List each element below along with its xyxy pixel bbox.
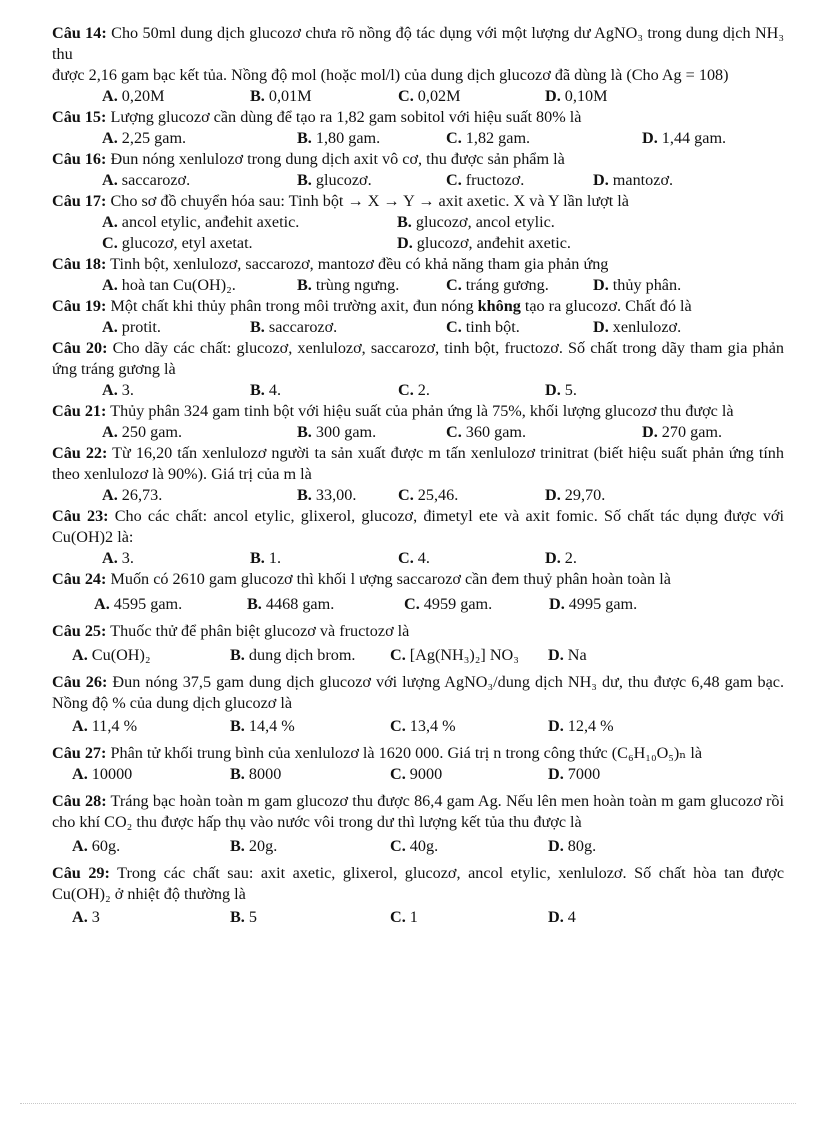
stem-text: Phân tử khối trung bình của xenlulozơ là 1620 000. Giá trị n trong công thức (C₆H₁₀O₅)ₙ là — [106, 744, 703, 762]
question-stem — [52, 401, 784, 422]
option-c[interactable]: C. 1 — [390, 908, 418, 926]
question-29 — [52, 863, 784, 928]
option-a[interactable]: A. 11,4 % — [72, 717, 138, 735]
option-c[interactable]: C. 1,82 gam. — [446, 129, 531, 147]
question-14 — [52, 23, 784, 107]
question-stem — [52, 23, 784, 65]
option-d[interactable]: D. 0,10M — [545, 87, 608, 105]
option-d[interactable]: D. 1,44 gam. — [642, 129, 727, 147]
question-stem — [52, 791, 784, 833]
question-20 — [52, 338, 784, 401]
question-stem — [52, 672, 784, 714]
question-number: Câu 28: — [52, 792, 107, 810]
option-a[interactable]: A. protit. — [102, 318, 161, 336]
option-a[interactable]: A. 3 — [72, 908, 100, 926]
question-stem — [52, 191, 784, 212]
question-number: Câu 21: — [52, 402, 107, 420]
option-d[interactable]: D. 4 — [548, 908, 576, 926]
footer-dotted-rule — [20, 1103, 796, 1104]
option-c[interactable]: C. 4. — [398, 549, 430, 567]
question-21 — [52, 401, 784, 443]
question-number: Câu 26: — [52, 673, 108, 691]
question-stem — [52, 506, 784, 548]
stem-text: Cho các chất: ancol etylic, glixerol, glucozơ, đimetyl ete và axit fomic. Số chất tác dụng được với Cu(OH)2 là: — [52, 507, 784, 546]
answer-options — [52, 594, 784, 615]
stem-text: Đun nóng xenlulozơ trong dung dịch axit vô cơ, thu được sản phẩm là — [106, 150, 565, 168]
option-b[interactable]: B. 4468 gam. — [247, 595, 335, 613]
option-c[interactable]: C. glucozơ, etyl axetat. — [102, 234, 253, 252]
question-stem — [52, 621, 784, 642]
stem-text: Lượng glucozơ cần dùng để tạo ra 1,82 gam sobitol với hiệu suất 80% là — [106, 108, 582, 126]
option-d[interactable]: D. Na — [548, 646, 587, 664]
question-stem — [52, 338, 784, 380]
question-sheet — [52, 23, 784, 928]
answer-options — [52, 836, 784, 857]
question-number: Câu 17: — [52, 192, 107, 210]
option-b[interactable]: B. glucozơ. — [297, 171, 372, 189]
answer-options — [52, 764, 784, 785]
question-16 — [52, 149, 784, 191]
option-d[interactable]: D. 80g. — [548, 837, 597, 855]
option-c[interactable]: C. 4959 gam. — [404, 595, 493, 613]
question-stem — [52, 863, 784, 905]
answer-options — [52, 317, 784, 338]
option-a[interactable]: A. 2,25 gam. — [102, 129, 187, 147]
option-b[interactable]: B. 8000 — [230, 765, 282, 783]
question-number: Câu 14: — [52, 24, 107, 42]
stem-text: Thuốc thử để phân biệt glucozơ và fructozơ là — [106, 622, 410, 640]
stem-text: Cho dãy các chất: glucozơ, xenlulozơ, saccarozơ, tinh bột, fructozơ. Số chất trong dãy tham gia phản ứng tráng gương là — [52, 339, 784, 378]
answer-options — [52, 380, 784, 401]
question-number: Câu 29: — [52, 864, 110, 882]
stem-text: được 2,16 gam bạc kết tủa. Nồng độ mol (hoặc mol/l) của dung dịch glucozơ đã dùng là (Cho Ag = 108) — [52, 66, 729, 84]
question-number: Câu 25: — [52, 622, 107, 640]
question-number: Câu 16: — [52, 150, 107, 168]
question-number: Câu 19: — [52, 297, 107, 315]
option-c[interactable]: C. 40g. — [390, 837, 439, 855]
stem-text: Tráng bạc hoàn toàn m gam glucozơ thu được 86,4 gam Ag. Nếu lên men hoàn toàn m gam glucozơ rồi cho khí CO₂ thu được hấp thụ vào nước vôi trong dư thì lượng kết tủa thu được là — [52, 792, 784, 831]
option-b[interactable]: B. 1. — [250, 549, 282, 567]
stem-text: Một chất khi thủy phân trong môi trường axit, đun nóng — [106, 297, 478, 315]
option-b[interactable]: B. 14,4 % — [230, 717, 295, 735]
answer-options — [52, 907, 784, 928]
stem-text: Đun nóng 37,5 gam dung dịch glucozơ với lượng AgNO₃/dung dịch NH₃ dư, thu được 6,48 gam bạc. Nồng độ % của dung dịch glucozơ là — [52, 673, 784, 712]
option-b[interactable]: B. 4. — [250, 381, 282, 399]
answer-options — [52, 422, 784, 443]
option-a[interactable]: A. 0,20M — [102, 87, 165, 105]
answer-options — [52, 128, 784, 149]
option-a[interactable]: A. saccarozơ. — [102, 171, 191, 189]
option-d[interactable]: D. 7000 — [548, 765, 601, 783]
option-b[interactable]: B. saccarozơ. — [250, 318, 338, 336]
question-stem — [52, 743, 784, 764]
answer-options — [52, 716, 784, 737]
option-a[interactable]: A. 60g. — [72, 837, 121, 855]
option-b[interactable]: B. 300 gam. — [297, 423, 377, 441]
answer-options — [52, 86, 784, 107]
question-number: Câu 15: — [52, 108, 107, 126]
option-c[interactable]: C. 0,02M — [398, 87, 461, 105]
option-a[interactable]: A. 4595 gam. — [94, 595, 183, 613]
option-c[interactable]: C. 9000 — [390, 765, 443, 783]
option-d[interactable]: D. glucozơ, anđehit axetic. — [397, 234, 571, 252]
answer-options-row-2 — [52, 233, 784, 254]
stem-text: Muốn có 2610 gam glucozơ thì khối l ượng saccarozơ cần đem thuỷ phân hoàn toàn là — [106, 570, 671, 588]
option-a[interactable]: A. 10000 — [72, 765, 133, 783]
stem-emphasis: không — [477, 297, 521, 315]
question-26 — [52, 672, 784, 737]
option-b[interactable]: B. glucozơ, ancol etylic. — [397, 213, 555, 231]
option-a[interactable]: A. 3. — [102, 549, 134, 567]
option-a[interactable]: A. hoà tan Cu(OH)₂. — [102, 276, 236, 294]
question-24 — [52, 569, 784, 615]
option-c[interactable]: C. 25,46. — [398, 486, 459, 504]
stem-text: Thủy phân 324 gam tinh bột với hiệu suất của phản ứng là 75%, khối lượng glucozơ thu được là — [106, 402, 734, 420]
option-d[interactable]: D. 4995 gam. — [549, 595, 638, 613]
question-number: Câu 24: — [52, 570, 107, 588]
question-number: Câu 18: — [52, 255, 107, 273]
question-number: Câu 23: — [52, 507, 109, 525]
option-c[interactable]: C. fructozơ. — [446, 171, 525, 189]
option-c[interactable]: C. tráng gương. — [446, 276, 549, 294]
option-b[interactable]: B. 5 — [230, 908, 257, 926]
option-b[interactable]: B. dung dịch brom. — [230, 646, 356, 664]
option-b[interactable]: B. 0,01M — [250, 87, 312, 105]
question-27 — [52, 743, 784, 785]
stem-text: Cho 50ml dung dịch glucozơ chưa rõ nồng độ tác dụng với một lượng dư AgNO₃ trong dung dịch NH₃ thu — [52, 24, 784, 63]
option-d[interactable]: D. 29,70. — [545, 486, 606, 504]
option-d[interactable]: D. 5. — [545, 381, 577, 399]
option-a[interactable]: A. Cu(OH)₂ — [72, 646, 151, 664]
option-c[interactable]: C. tinh bột. — [446, 318, 520, 336]
option-d[interactable]: D. 2. — [545, 549, 577, 567]
stem-text: Tinh bột, xenlulozơ, saccarozơ, mantozơ đều có khả năng tham gia phản ứng — [106, 255, 609, 273]
option-c[interactable]: C. [Ag(NH₃)₂] NO₃ — [390, 646, 519, 664]
stem-text: Cho sơ đồ chuyển hóa sau: Tinh bột → X → Y → axit axetic. X và Y lần lượt là — [106, 192, 629, 210]
question-stem-continued — [52, 65, 784, 86]
option-a[interactable]: A. 26,73. — [102, 486, 163, 504]
option-b[interactable]: B. 20g. — [230, 837, 278, 855]
question-18 — [52, 254, 784, 296]
option-b[interactable]: B. trùng ngưng. — [297, 276, 400, 294]
question-stem — [52, 107, 784, 128]
question-number: Câu 20: — [52, 339, 108, 357]
question-stem — [52, 254, 784, 275]
answer-options — [52, 645, 784, 666]
question-25 — [52, 621, 784, 666]
question-15 — [52, 107, 784, 149]
question-stem — [52, 149, 784, 170]
answer-options — [52, 485, 784, 506]
question-17 — [52, 191, 784, 254]
stem-text: tạo ra glucozơ. Chất đó là — [520, 297, 692, 315]
answer-options — [52, 212, 784, 233]
option-c[interactable]: C. 2. — [398, 381, 430, 399]
stem-text: Trong các chất sau: axit axetic, glixerol, glucozơ, ancol etylic, xenlulozơ. Số chất hòa tan được Cu(OH)₂ ở nhiệt độ thường là — [52, 864, 784, 903]
question-number: Câu 22: — [52, 444, 108, 462]
answer-options — [52, 275, 784, 296]
option-a[interactable]: A. ancol etylic, anđehit axetic. — [102, 213, 300, 231]
option-c[interactable]: C. 13,4 % — [390, 717, 456, 735]
option-b[interactable]: B. 1,80 gam. — [297, 129, 381, 147]
option-b[interactable]: B. 33,00. — [297, 486, 357, 504]
option-a[interactable]: A. 250 gam. — [102, 423, 183, 441]
option-a[interactable]: A. 3. — [102, 381, 134, 399]
stem-text: Từ 16,20 tấn xenlulozơ người ta sản xuất được m tấn xenlulozơ trinitrat (biết hiệu suất phản ứng tính theo xenlulozơ là 90%). Giá trị của m là — [52, 444, 784, 483]
question-23 — [52, 506, 784, 569]
question-22 — [52, 443, 784, 506]
question-stem — [52, 569, 784, 590]
question-28 — [52, 791, 784, 857]
option-d[interactable]: D. 12,4 % — [548, 717, 614, 735]
question-19 — [52, 296, 784, 338]
question-number: Câu 27: — [52, 744, 107, 762]
question-stem — [52, 296, 784, 317]
option-d[interactable]: D. xenlulozơ. — [593, 318, 682, 336]
option-d[interactable]: D. 270 gam. — [642, 423, 723, 441]
answer-options — [52, 170, 784, 191]
answer-options — [52, 548, 784, 569]
option-d[interactable]: D. mantozơ. — [593, 171, 674, 189]
option-c[interactable]: C. 360 gam. — [446, 423, 527, 441]
question-stem — [52, 443, 784, 485]
option-d[interactable]: D. thủy phân. — [593, 276, 682, 294]
